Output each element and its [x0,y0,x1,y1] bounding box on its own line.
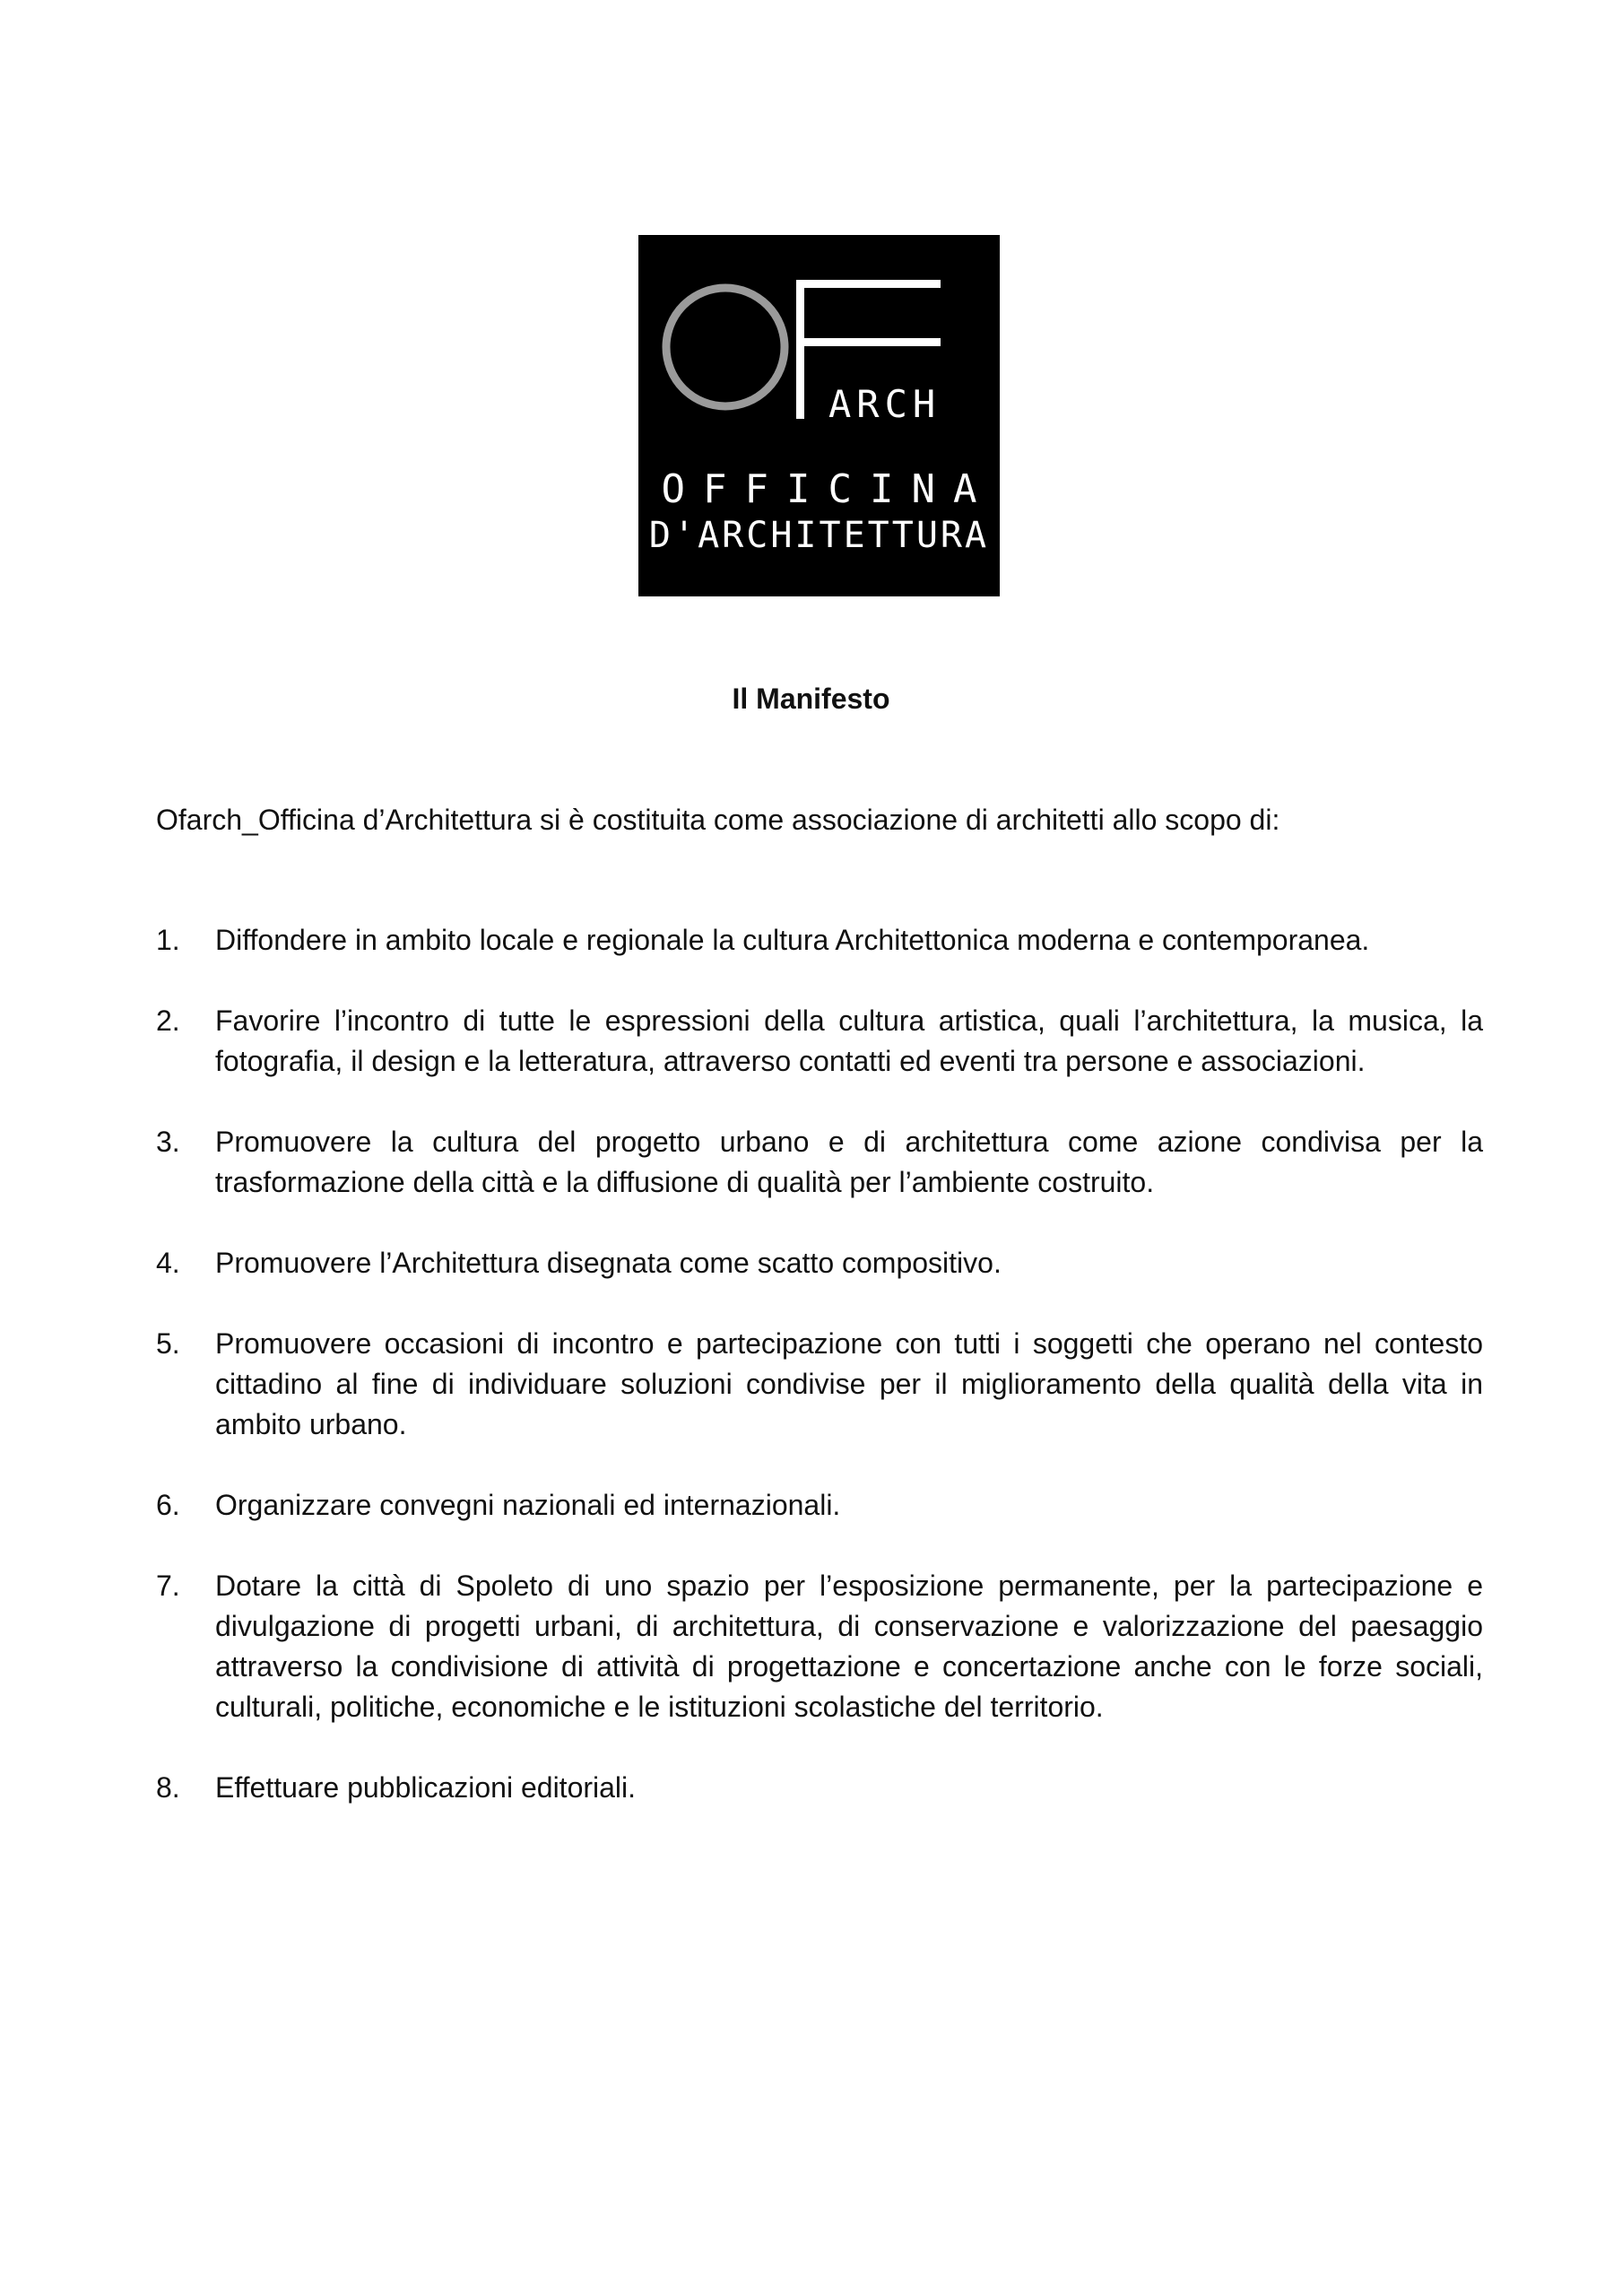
list-item [156,1243,1483,1283]
list-item-text: Organizzare convegni nazionali ed internazionali. [215,1489,841,1521]
list-item [156,1768,1483,1808]
list-item [156,1485,1483,1526]
document-title: Il Manifesto [732,683,890,715]
logo-f-stem [796,280,804,419]
list-item-number: 1. [156,924,180,956]
intro-paragraph: Ofarch_Officina d’Architettura si è costituita come associazione di architetti allo scopo di: [156,804,1280,836]
list-item-number: 2. [156,1004,180,1037]
logo-arch-text: ARCH [828,382,941,426]
logo-darchitettura-text: D'ARCHITETTURA [648,515,990,556]
list-item-text: Dotare la città di Spoleto di uno spazio per l’esposizione permanente, per la partecipazione e divulgazione di progetti urbani, di architettura, di conservazione e valorizzazione del paesaggio attraverso la condivisione di attività di progettazione e concertazione anche con le forze sociali, culturali, politiche, economiche e le istituzioni scolastiche del territorio. [215,1570,1483,1723]
list-item-number: 4. [156,1247,180,1279]
list-item-text: Favorire l’incontro di tutte le espressioni della cultura artistica, quali l’architettura, la musica, la fotografia, il design e la letteratura, attraverso contatti ed eventi tra persone e associazioni. [215,1004,1483,1077]
list-item-text: Promuovere la cultura del progetto urbano e di architettura come azione condivisa per la trasformazione della città e la diffusione di qualità per l’ambiente costruito. [215,1126,1483,1198]
logo-f-top-bar [796,280,941,288]
ofarch-logo [638,235,1000,596]
logo-o-ring [666,288,785,406]
list-item-number: 7. [156,1570,180,1602]
logo-f-mid-bar [796,338,941,346]
list-item-text: Promuovere l’Architettura disegnata come scatto compositivo. [215,1247,1002,1279]
list-item-number: 5. [156,1327,180,1360]
list-item [156,1122,1483,1203]
list-item-number: 8. [156,1771,180,1804]
list-item [156,920,1483,961]
list-item-text: Diffondere in ambito locale e regionale la cultura Architettonica moderna e contemporanea. [215,924,1370,956]
list-item [156,1324,1483,1445]
list-item [156,1566,1483,1727]
list-item-number: 6. [156,1489,180,1521]
manifesto-list [156,920,1483,1848]
list-item-number: 3. [156,1126,180,1158]
list-item-text: Effettuare pubblicazioni editoriali. [215,1771,637,1804]
list-item [156,1001,1483,1082]
logo-officina-text: OFFICINA [661,466,995,512]
list-item-text: Promuovere occasioni di incontro e partecipazione con tutti i soggetti che operano nel contesto cittadino al fine di individuare soluzioni condivise per il miglioramento della qualità della vita in ambito urbano. [215,1327,1483,1440]
